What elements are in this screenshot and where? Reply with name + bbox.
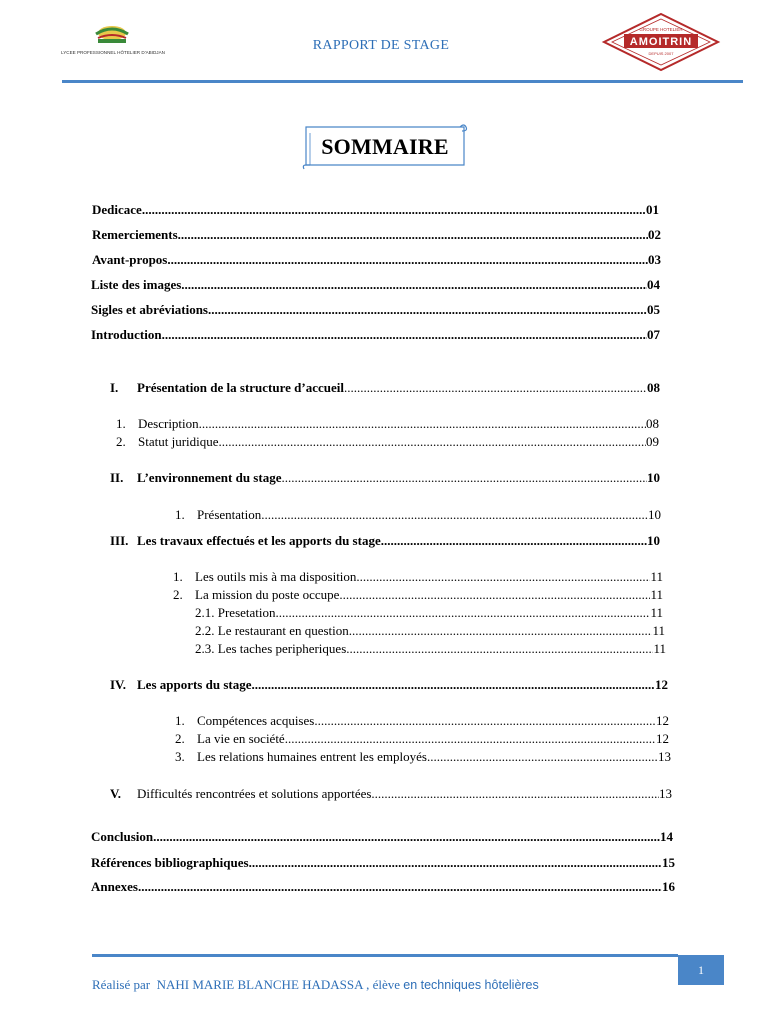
toc-item-description[interactable]: 1. Description ..... 08	[116, 416, 659, 432]
toc-item-presentation[interactable]: 1. Présentation ..... 10	[175, 507, 661, 523]
toc-subitem-taches[interactable]: 2.3. Les taches peripheriques ..... 11	[195, 641, 666, 657]
toc-entry-remerciements[interactable]: Remerciements ..... 02	[92, 227, 661, 243]
toc-entry-sigles[interactable]: Sigles et abréviations ..... 05	[91, 302, 660, 318]
footer-author: Réalisé par NAHI MARIE BLANCHE HADASSA , élève	[92, 977, 404, 992]
report-header-title: RAPPORT DE STAGE	[312, 38, 450, 53]
footer-program: en techniques hôtelières	[403, 978, 539, 992]
toc-entry-liste-images[interactable]: Liste des images ..... 04	[91, 277, 660, 293]
header-rule	[62, 80, 743, 83]
toc-item-outils[interactable]: 1. Les outils mis à ma disposition ..... 11	[173, 569, 663, 585]
svg-text:GROUPE HOTELIER: GROUPE HOTELIER	[639, 27, 683, 32]
toc-entry-introduction[interactable]: Introduction ..... 07	[91, 327, 660, 343]
page-number: 1	[678, 955, 724, 985]
toc-section-5[interactable]: V. Difficultés rencontrées et solutions apportées ..... 13	[110, 786, 672, 802]
toc-item-vie-societe[interactable]: 2. La vie en société ..... 12	[175, 731, 669, 747]
toc-entry-dedicace[interactable]: Dedicace ..... 01	[92, 202, 659, 218]
toc-section-3[interactable]: III. Les travaux effectués et les apports du stage ..... 10	[110, 533, 660, 549]
toc-section-1[interactable]: I. Présentation de la structure d’accueil ..... 08	[110, 380, 660, 396]
toc-subitem-presetation[interactable]: 2.1. Presetation ..... 11	[195, 605, 663, 621]
toc-entry-avant-propos[interactable]: Avant-propos ..... 03	[92, 252, 661, 268]
toc-subitem-restaurant[interactable]: 2.2. Le restaurant en question ..... 11	[195, 623, 665, 639]
toc-item-statut-juridique[interactable]: 2. Statut juridique ..... 09	[116, 434, 659, 450]
svg-text:DEPUIS 2007: DEPUIS 2007	[648, 51, 674, 56]
toc-item-relations[interactable]: 3. Les relations humaines entrent les employés ..... 13	[175, 749, 671, 765]
page-title: SOMMAIRE	[321, 134, 449, 159]
toc-entry-conclusion[interactable]: Conclusion ..... 14	[91, 829, 673, 845]
toc-entry-annexes[interactable]: Annexes ..... 16	[91, 879, 675, 895]
amoitrin-logo	[600, 12, 722, 72]
footer-author-line	[92, 977, 539, 993]
toc-item-competences[interactable]: 1. Compétences acquises ..... 12	[175, 713, 669, 729]
toc-item-mission[interactable]: 2. La mission du poste occupe ..... 11	[173, 587, 663, 603]
toc-section-4[interactable]: IV. Les apports du stage ..... 12	[110, 677, 668, 693]
school-logo-text: LYCEE PROFESSIONNEL HÔTELIER D'ABIDJAN	[60, 50, 166, 55]
toc-entry-references[interactable]: Références bibliographiques ..... 15	[91, 855, 675, 871]
svg-text:AMOITRIN: AMOITRIN	[629, 36, 693, 48]
footer-rule	[92, 954, 678, 957]
toc-section-2[interactable]: II. L’environnement du stage ..... 10	[110, 470, 660, 486]
